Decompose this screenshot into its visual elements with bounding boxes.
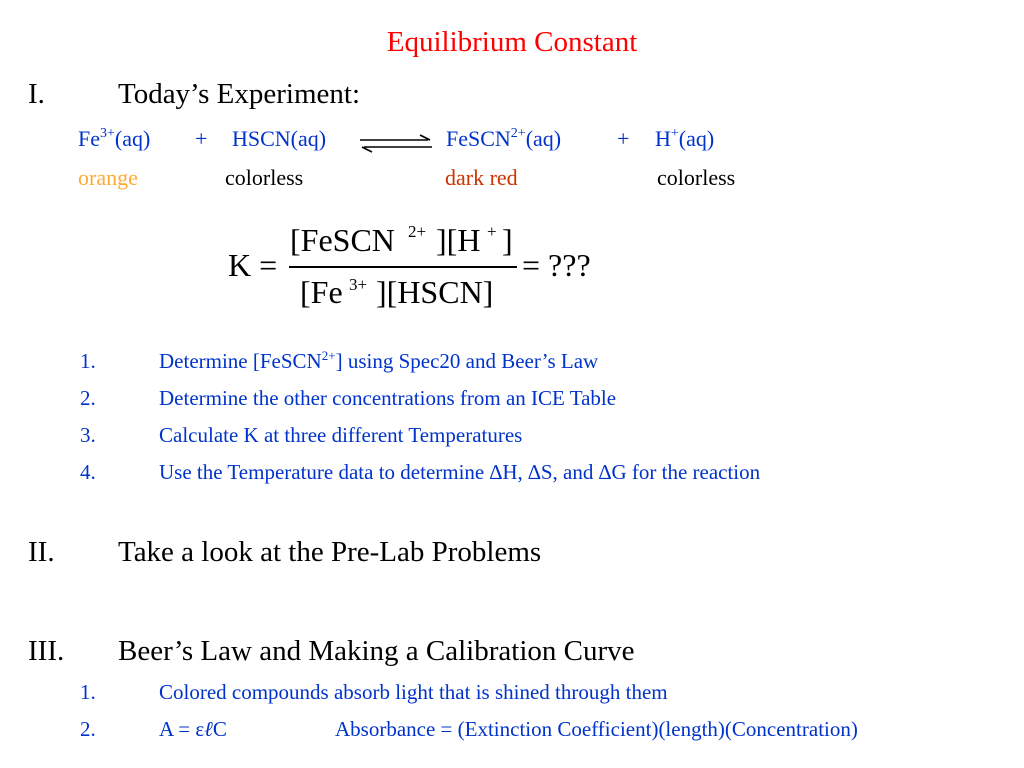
section-1-numeral: I.: [28, 78, 45, 110]
formula-c: C: [212, 717, 227, 741]
beers-law-formula: [159, 717, 227, 742]
step-2-text: Determine the other concentrations from an ICE Table: [159, 386, 617, 410]
step-4-text: Use the Temperature data to determine ∆H, ∆S, and ∆G for the reaction: [159, 460, 761, 484]
formula-ell: ℓ: [204, 717, 213, 741]
section-3-heading: Beer’s Law and Making a Calibration Curve: [118, 635, 635, 667]
reactant-1-state: (aq): [114, 126, 151, 151]
fraction-bar: [289, 266, 517, 268]
numerator-h-charge: +: [487, 222, 497, 241]
step-1-text: [159, 349, 598, 374]
section-1-heading: Today’s Experiment:: [118, 78, 360, 110]
product-1-symbol: FeSCN: [446, 126, 511, 151]
section-2-heading: Take a look at the Pre-Lab Problems: [118, 536, 542, 568]
reactant-1-symbol: Fe: [78, 126, 100, 151]
product-2-state: (aq): [678, 126, 715, 151]
reaction-reactant-1: [78, 126, 150, 152]
reactant-1-charge: 3+: [100, 125, 115, 141]
beers-law-description: Absorbance = (Extinction Coefficient)(length)(Concentration): [335, 717, 858, 741]
color-label-orange: orange: [78, 165, 138, 190]
denominator-hscn: ][HSCN]: [376, 274, 494, 310]
step-1-number: 1.: [80, 349, 96, 373]
step-1-text-pre: Determine [FeSCN: [159, 349, 322, 373]
product-1-state: (aq): [525, 126, 562, 151]
step-1-text-charge: 2+: [321, 348, 336, 363]
step-4-number: 4.: [80, 460, 96, 484]
numerator-h: ][H: [436, 222, 481, 258]
step-3-text: Calculate K at three different Temperatures: [159, 423, 523, 447]
equation-lhs: K =: [228, 247, 278, 283]
numerator-fescn-charge: 2+: [408, 222, 427, 241]
formula-a-epsilon: A = ε: [159, 717, 205, 741]
section-3-numeral: III.: [28, 635, 65, 667]
reaction-product-2: [655, 126, 714, 152]
step-3-number: 3.: [80, 423, 96, 447]
step-2-number: 2.: [80, 386, 96, 410]
equilibrium-arrows-icon: [358, 134, 434, 154]
color-label-colorless-1: colorless: [225, 165, 304, 190]
numerator-fescn: [FeSCN: [290, 222, 395, 258]
color-label-dark-red: dark red: [445, 165, 518, 190]
product-2-charge: +: [670, 125, 679, 141]
product-1-charge: 2+: [510, 125, 526, 141]
step-1-text-post: ] using Spec20 and Beer’s Law: [335, 349, 599, 373]
reaction-plus-1: +: [195, 126, 208, 151]
section-2-numeral: II.: [28, 536, 55, 568]
beers-item-1-text: Colored compounds absorb light that is shined through them: [159, 680, 668, 704]
reaction-plus-2: +: [617, 126, 630, 151]
beers-item-2-number: 2.: [80, 717, 96, 741]
reaction-reactant-2: HSCN(aq): [232, 126, 327, 151]
color-label-colorless-2: colorless: [657, 165, 736, 190]
equation-rhs: = ???: [522, 247, 591, 283]
product-2-symbol: H: [655, 126, 671, 151]
reaction-product-1: [446, 126, 561, 152]
denominator-fe: [Fe: [300, 274, 343, 310]
numerator-close-bracket: ]: [502, 222, 513, 258]
beers-item-1-number: 1.: [80, 680, 96, 704]
denominator-fe-charge: 3+: [349, 275, 368, 294]
slide-title: Equilibrium Constant: [386, 26, 638, 58]
